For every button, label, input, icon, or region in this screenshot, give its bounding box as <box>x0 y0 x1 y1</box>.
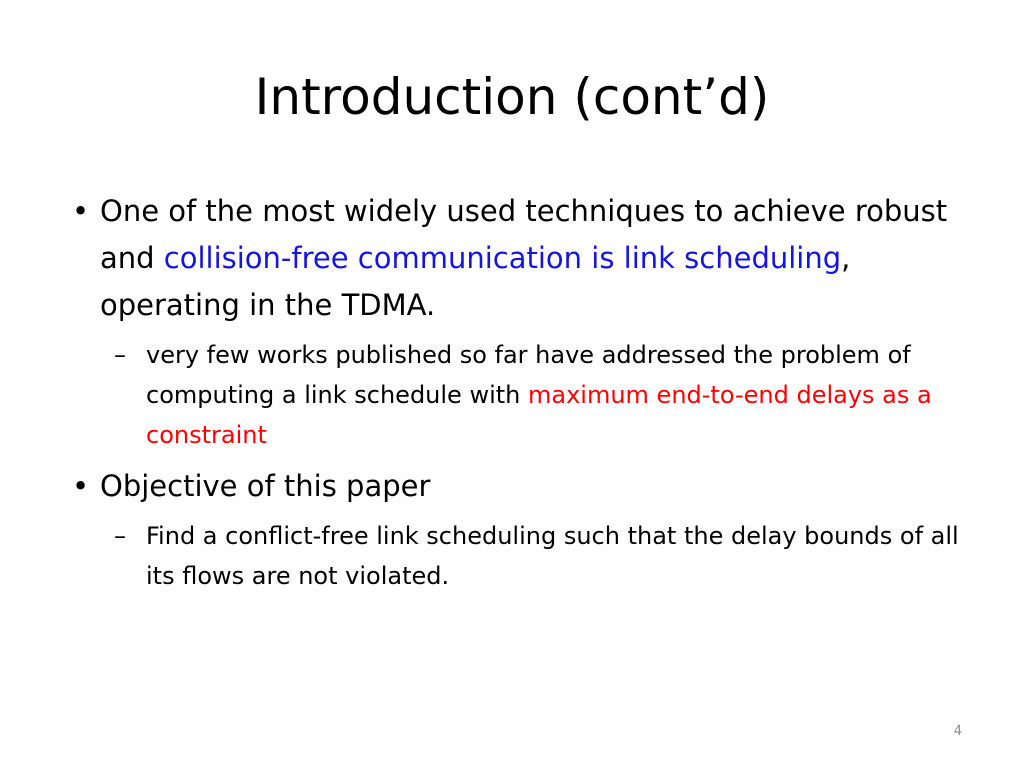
bullet-item-link-scheduling <box>60 188 960 329</box>
bullet-list <box>60 188 960 604</box>
bullet-icon: • <box>72 194 90 228</box>
text-run: One of the most widely used techniques to achieve robust and <box>100 194 948 275</box>
bullet-item-objective <box>60 463 960 510</box>
dash-icon: – <box>114 522 126 550</box>
highlight-blue: collision-free communication is link scheduling <box>163 241 842 275</box>
text-run: Find a conflict-free link scheduling such that the delay bounds of all its flows are not violated. <box>146 522 959 590</box>
text-run: Objective of this paper <box>100 469 431 503</box>
bullet-icon: • <box>72 469 90 503</box>
text-run: , operating in the TDMA. <box>100 241 851 322</box>
sub-bullet-item-previous-works <box>60 335 960 455</box>
slide-title: Introduction (cont’d) <box>254 68 770 126</box>
highlight-red: maximum end-to-end delays as a constraint <box>146 381 932 449</box>
dash-icon: – <box>114 341 126 369</box>
page-number: 4 <box>953 724 962 739</box>
sub-bullet-item-conflict-free <box>60 516 960 596</box>
text-run: very few works published so far have addressed the problem of computing a link schedule with <box>146 341 911 409</box>
